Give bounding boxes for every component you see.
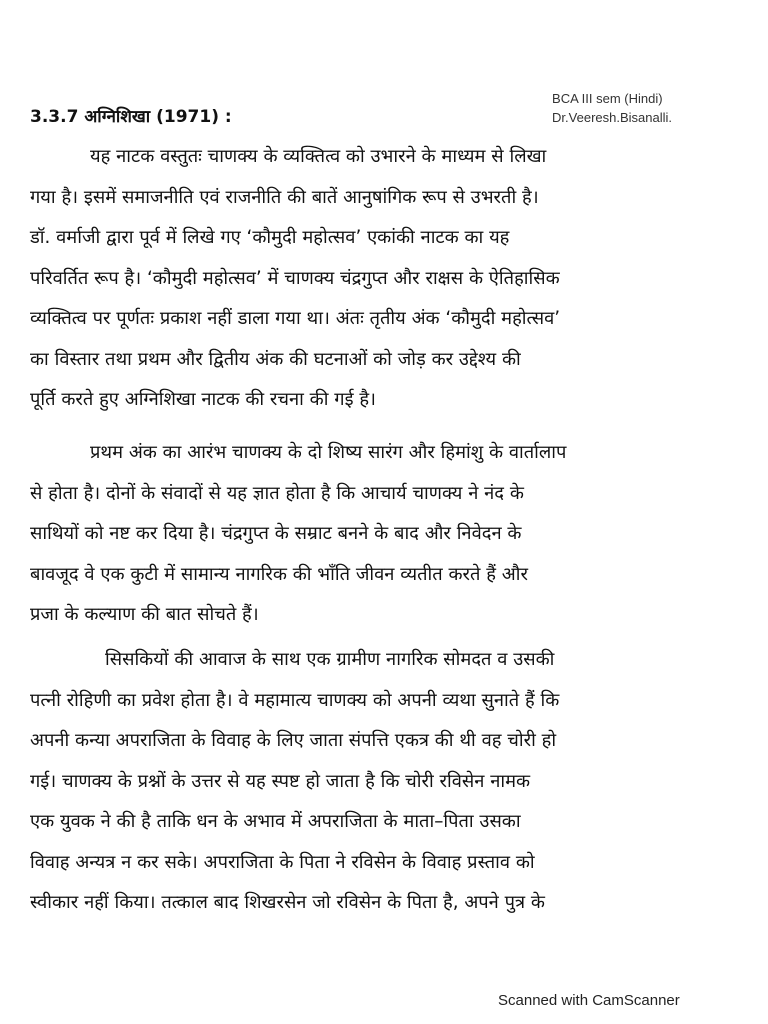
text-line: सिसकियों की आवाज के साथ एक ग्रामीण नागरिक सोमदत व उसकी xyxy=(105,649,555,670)
text-line: पत्नी रोहिणी का प्रवेश होता है। वे महामात्य चाणक्य को अपनी व्यथा सुनाते हैं कि xyxy=(30,689,560,711)
text-line: अपनी कन्या अपराजिता के विवाह के लिए जाता संपत्ति एकत्र की थी वह चोरी हो xyxy=(30,730,557,751)
course-label: BCA III sem (Hindi) xyxy=(552,91,663,106)
text-line: विवाह अन्यत्र न कर सके। अपराजिता के पिता ने रविसेन के विवाह प्रस्ताव को xyxy=(30,851,535,873)
text-line: डॉ. वर्माजी द्वारा पूर्व में लिखे गए ‘कौमुदी महोत्सव’ एकांकी नाटक का यह xyxy=(30,227,510,248)
text-line: का विस्तार तथा प्रथम और द्वितीय अंक की घटनाओं को जोड़ कर उद्देश्य की xyxy=(30,348,521,370)
author-label: Dr.Veeresh.Bisanalli. xyxy=(552,110,672,125)
text-line: स्वीकार नहीं किया। तत्काल बाद शिखरसेन जो रविसेन के पिता है, अपने पुत्र के xyxy=(30,892,545,913)
course-info xyxy=(552,89,672,127)
text-line: परिवर्तित रूप है। ‘कौमुदी महोत्सव’ में चाणक्य चंद्रगुप्त और राक्षस के ऐतिहासिक xyxy=(30,267,560,289)
text-line: प्रजा के कल्याण की बात सोचते हैं। xyxy=(30,604,259,625)
text-line: प्रथम अंक का आरंभ चाणक्य के दो शिष्य सारंग और हिमांशु के वार्तालाप xyxy=(90,442,567,463)
paragraph-2 xyxy=(30,433,730,636)
text-line: गई। चाणक्य के प्रश्नों के उत्तर से यह स्पष्ट हो जाता है कि चोरी रविसेन नामक xyxy=(30,770,531,792)
text-line: से होता है। दोनों के संवादों से यह ज्ञात होता है कि आचार्य चाणक्य ने नंद के xyxy=(30,482,524,504)
paragraph-3 xyxy=(30,640,730,924)
text-line: बावजूद वे एक कुटी में सामान्य नागरिक की भाँति जीवन व्यतीत करते हैं और xyxy=(30,563,528,585)
text-line: गया है। इसमें समाजनीति एवं राजनीति की बातें आनुषांगिक रूप से उभरती है। xyxy=(30,186,539,208)
text-line: यह नाटक वस्तुतः चाणक्य के व्यक्तित्व को उभारने के माध्यम से लिखा xyxy=(90,146,547,167)
section-title: 3.3.7 अग्निशिखा (1971) : xyxy=(30,107,232,127)
text-line: व्यक्तित्व पर पूर्णतः प्रकाश नहीं डाला गया था। अंतः तृतीय अंक ‘कौमुदी महोत्सव’ xyxy=(30,308,561,329)
paragraph-1 xyxy=(30,137,730,421)
scanner-watermark: Scanned with CamScanner xyxy=(498,992,680,1009)
text-line: एक युवक ने की है ताकि धन के अभाव में अपराजिता के माता–पिता उसका xyxy=(30,811,521,832)
text-line: साथियों को नष्ट कर दिया है। चंद्रगुप्त के सम्राट बनने के बाद और निवेदन के xyxy=(30,523,522,544)
text-line: पूर्ति करते हुए अग्निशिखा नाटक की रचना की गई है। xyxy=(30,389,376,410)
